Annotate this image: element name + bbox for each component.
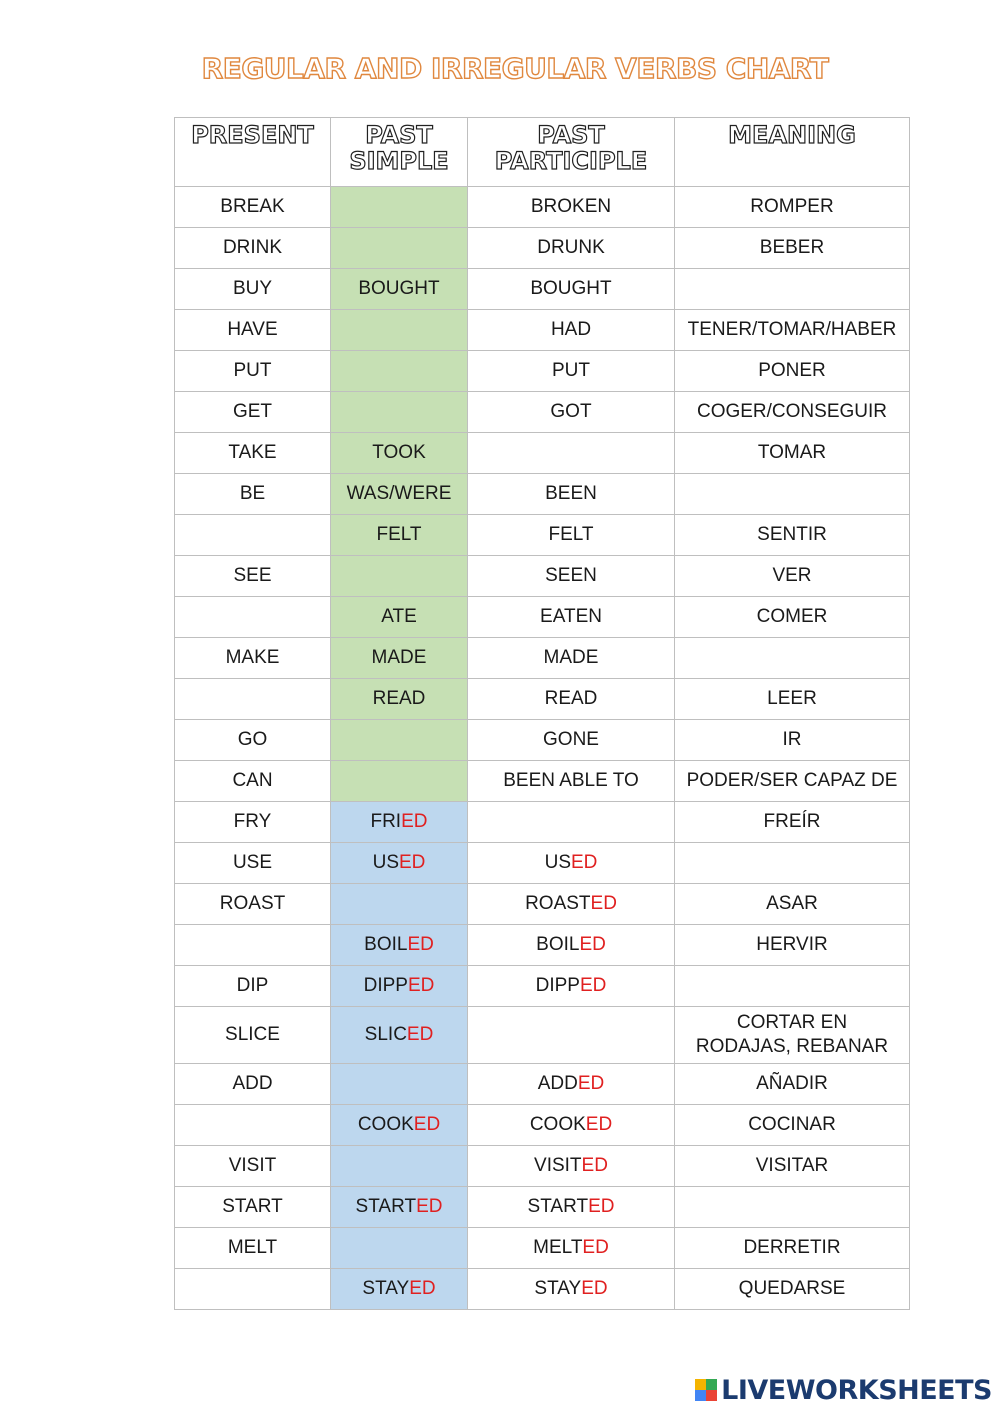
- ed-ending: ED: [582, 1237, 609, 1258]
- ed-ending: ED: [588, 1196, 615, 1217]
- table-row: [175, 556, 910, 597]
- table-row: [175, 228, 910, 269]
- past-simple-cell: STARTED: [331, 1187, 468, 1228]
- meaning-cell: COMER: [675, 597, 910, 638]
- present-cell: VISIT: [175, 1146, 331, 1187]
- table-row: [175, 1187, 910, 1228]
- past-simple-cell: FELT: [331, 515, 468, 556]
- table-row: [175, 515, 910, 556]
- past-participle-cell: BROKEN: [468, 187, 675, 228]
- table-row: [175, 638, 910, 679]
- past-simple-cell: DIPPED: [331, 966, 468, 1007]
- table-row: [175, 802, 910, 843]
- past-simple-cell: READ: [331, 679, 468, 720]
- ed-ending: ED: [581, 1155, 608, 1176]
- meaning-cell: COGER/CONSEGUIR: [675, 392, 910, 433]
- header-present: PRESENT: [175, 118, 331, 187]
- table-row: [175, 187, 910, 228]
- past-participle-cell: DRUNK: [468, 228, 675, 269]
- meaning-cell: LEER: [675, 679, 910, 720]
- present-cell: [175, 1105, 331, 1146]
- meaning-cell: VISITAR: [675, 1146, 910, 1187]
- verb-rows: [175, 187, 910, 1310]
- present-cell: ADD: [175, 1064, 331, 1105]
- past-participle-cell: [468, 433, 675, 474]
- past-simple-cell: [331, 1064, 468, 1105]
- table-row: [175, 1269, 910, 1310]
- past-simple-cell: MADE: [331, 638, 468, 679]
- present-cell: [175, 925, 331, 966]
- ed-ending: ED: [407, 975, 435, 996]
- meaning-cell: [675, 474, 910, 515]
- past-simple-cell: SLICED: [331, 1007, 468, 1064]
- meaning-cell: [675, 269, 910, 310]
- past-simple-cell: [331, 310, 468, 351]
- past-participle-cell: HAD: [468, 310, 675, 351]
- past-participle-cell: [468, 802, 675, 843]
- logo-text: LIVEWORKSHEETS: [721, 1374, 992, 1406]
- meaning-cell: PONER: [675, 351, 910, 392]
- present-cell: TAKE: [175, 433, 331, 474]
- past-simple-cell: [331, 1228, 468, 1269]
- header-past-simple: PAST SIMPLE: [331, 118, 468, 187]
- table-row: [175, 1146, 910, 1187]
- ed-ending: ED: [416, 1196, 443, 1217]
- past-simple-cell: WAS/WERE: [331, 474, 468, 515]
- present-cell: BUY: [175, 269, 331, 310]
- past-participle-cell: FELT: [468, 515, 675, 556]
- present-cell: BE: [175, 474, 331, 515]
- present-cell: DIP: [175, 966, 331, 1007]
- ed-ending: ED: [399, 852, 426, 873]
- present-cell: GET: [175, 392, 331, 433]
- meaning-cell: IR: [675, 720, 910, 761]
- table-row: [175, 310, 910, 351]
- present-cell: SLICE: [175, 1007, 331, 1064]
- past-simple-cell: TOOK: [331, 433, 468, 474]
- present-cell: BREAK: [175, 187, 331, 228]
- table-row: [175, 474, 910, 515]
- meaning-cell: COCINAR: [675, 1105, 910, 1146]
- past-simple-cell: USED: [331, 843, 468, 884]
- header-past-participle: PAST PARTICIPLE: [468, 118, 675, 187]
- past-simple-cell: BOILED: [331, 925, 468, 966]
- meaning-cell: TOMAR: [675, 433, 910, 474]
- past-participle-cell: PUT: [468, 351, 675, 392]
- past-participle-cell: BOUGHT: [468, 269, 675, 310]
- past-participle-cell: BEEN: [468, 474, 675, 515]
- meaning-cell: VER: [675, 556, 910, 597]
- table-row: [175, 433, 910, 474]
- table-row: [175, 1064, 910, 1105]
- past-participle-cell: MADE: [468, 638, 675, 679]
- past-participle-cell: EATEN: [468, 597, 675, 638]
- ed-ending: ED: [409, 1278, 436, 1299]
- meaning-cell: HERVIR: [675, 925, 910, 966]
- table-row: [175, 925, 910, 966]
- table-row: [175, 679, 910, 720]
- meaning-cell: SENTIR: [675, 515, 910, 556]
- header-row: [175, 118, 910, 187]
- ed-ending: ED: [585, 1114, 613, 1135]
- table-row: [175, 884, 910, 925]
- ed-ending: ED: [590, 893, 617, 914]
- meaning-cell: BEBER: [675, 228, 910, 269]
- past-simple-cell: [331, 1146, 468, 1187]
- ed-ending: ED: [579, 934, 606, 955]
- present-cell: USE: [175, 843, 331, 884]
- table-row: [175, 720, 910, 761]
- past-simple-cell: [331, 556, 468, 597]
- past-participle-cell: ROASTED: [468, 884, 675, 925]
- present-cell: [175, 679, 331, 720]
- past-participle-cell: USED: [468, 843, 675, 884]
- page-title: REGULAR AND IRREGULAR VERBS CHART: [201, 52, 829, 85]
- past-simple-cell: [331, 761, 468, 802]
- past-simple-cell: BOUGHT: [331, 269, 468, 310]
- meaning-cell: CORTAR EN RODAJAS, REBANAR: [675, 1007, 910, 1064]
- past-participle-cell: COOKED: [468, 1105, 675, 1146]
- past-simple-cell: [331, 228, 468, 269]
- present-cell: PUT: [175, 351, 331, 392]
- table-row: [175, 966, 910, 1007]
- past-participle-cell: READ: [468, 679, 675, 720]
- past-simple-cell: COOKED: [331, 1105, 468, 1146]
- past-participle-cell: ADDED: [468, 1064, 675, 1105]
- table-row: [175, 597, 910, 638]
- past-participle-cell: GONE: [468, 720, 675, 761]
- present-cell: START: [175, 1187, 331, 1228]
- present-cell: MAKE: [175, 638, 331, 679]
- meaning-cell: [675, 1187, 910, 1228]
- present-cell: DRINK: [175, 228, 331, 269]
- ed-ending: ED: [401, 811, 428, 832]
- present-cell: FRY: [175, 802, 331, 843]
- meaning-cell: AÑADIR: [675, 1064, 910, 1105]
- past-participle-cell: VISITED: [468, 1146, 675, 1187]
- table-row: [175, 1228, 910, 1269]
- meaning-cell: [675, 843, 910, 884]
- past-participle-cell: STAYED: [468, 1269, 675, 1310]
- meaning-cell: FREÍR: [675, 802, 910, 843]
- ed-ending: ED: [577, 1073, 605, 1094]
- table-row: [175, 392, 910, 433]
- header-meaning: MEANING: [675, 118, 910, 187]
- ed-ending: ED: [406, 1024, 434, 1045]
- past-simple-cell: FRIED: [331, 802, 468, 843]
- past-participle-cell: STARTED: [468, 1187, 675, 1228]
- meaning-cell: TENER/TOMAR/HABER: [675, 310, 910, 351]
- past-simple-cell: STAYED: [331, 1269, 468, 1310]
- ed-ending: ED: [579, 975, 607, 996]
- meaning-cell: [675, 638, 910, 679]
- past-simple-cell: [331, 187, 468, 228]
- present-cell: CAN: [175, 761, 331, 802]
- present-cell: GO: [175, 720, 331, 761]
- present-cell: MELT: [175, 1228, 331, 1269]
- meaning-cell: [675, 966, 910, 1007]
- meaning-cell: DERRETIR: [675, 1228, 910, 1269]
- present-cell: [175, 515, 331, 556]
- table-row: [175, 269, 910, 310]
- present-cell: SEE: [175, 556, 331, 597]
- present-cell: ROAST: [175, 884, 331, 925]
- past-participle-cell: GOT: [468, 392, 675, 433]
- ed-ending: ED: [581, 1278, 608, 1299]
- meaning-cell: ASAR: [675, 884, 910, 925]
- table-row: [175, 1105, 910, 1146]
- past-participle-cell: DIPPED: [468, 966, 675, 1007]
- present-cell: [175, 1269, 331, 1310]
- meaning-cell: PODER/SER CAPAZ DE: [675, 761, 910, 802]
- past-simple-cell: [331, 720, 468, 761]
- present-cell: [175, 597, 331, 638]
- ed-ending: ED: [413, 1114, 441, 1135]
- past-participle-cell: BEEN ABLE TO: [468, 761, 675, 802]
- past-simple-cell: ATE: [331, 597, 468, 638]
- past-participle-cell: BOILED: [468, 925, 675, 966]
- table-row: [175, 761, 910, 802]
- liveworksheets-logo: [695, 1373, 992, 1407]
- verbs-table: [174, 117, 910, 1310]
- table-row: [175, 351, 910, 392]
- table-row: [175, 843, 910, 884]
- liveworksheets-logo-icon: [695, 1379, 717, 1401]
- meaning-cell: ROMPER: [675, 187, 910, 228]
- meaning-cell: QUEDARSE: [675, 1269, 910, 1310]
- table-row: [175, 1007, 910, 1064]
- past-simple-cell: [331, 884, 468, 925]
- past-simple-cell: [331, 392, 468, 433]
- ed-ending: ED: [571, 852, 598, 873]
- past-participle-cell: SEEN: [468, 556, 675, 597]
- past-participle-cell: MELTED: [468, 1228, 675, 1269]
- present-cell: HAVE: [175, 310, 331, 351]
- past-participle-cell: [468, 1007, 675, 1064]
- ed-ending: ED: [407, 934, 434, 955]
- past-simple-cell: [331, 351, 468, 392]
